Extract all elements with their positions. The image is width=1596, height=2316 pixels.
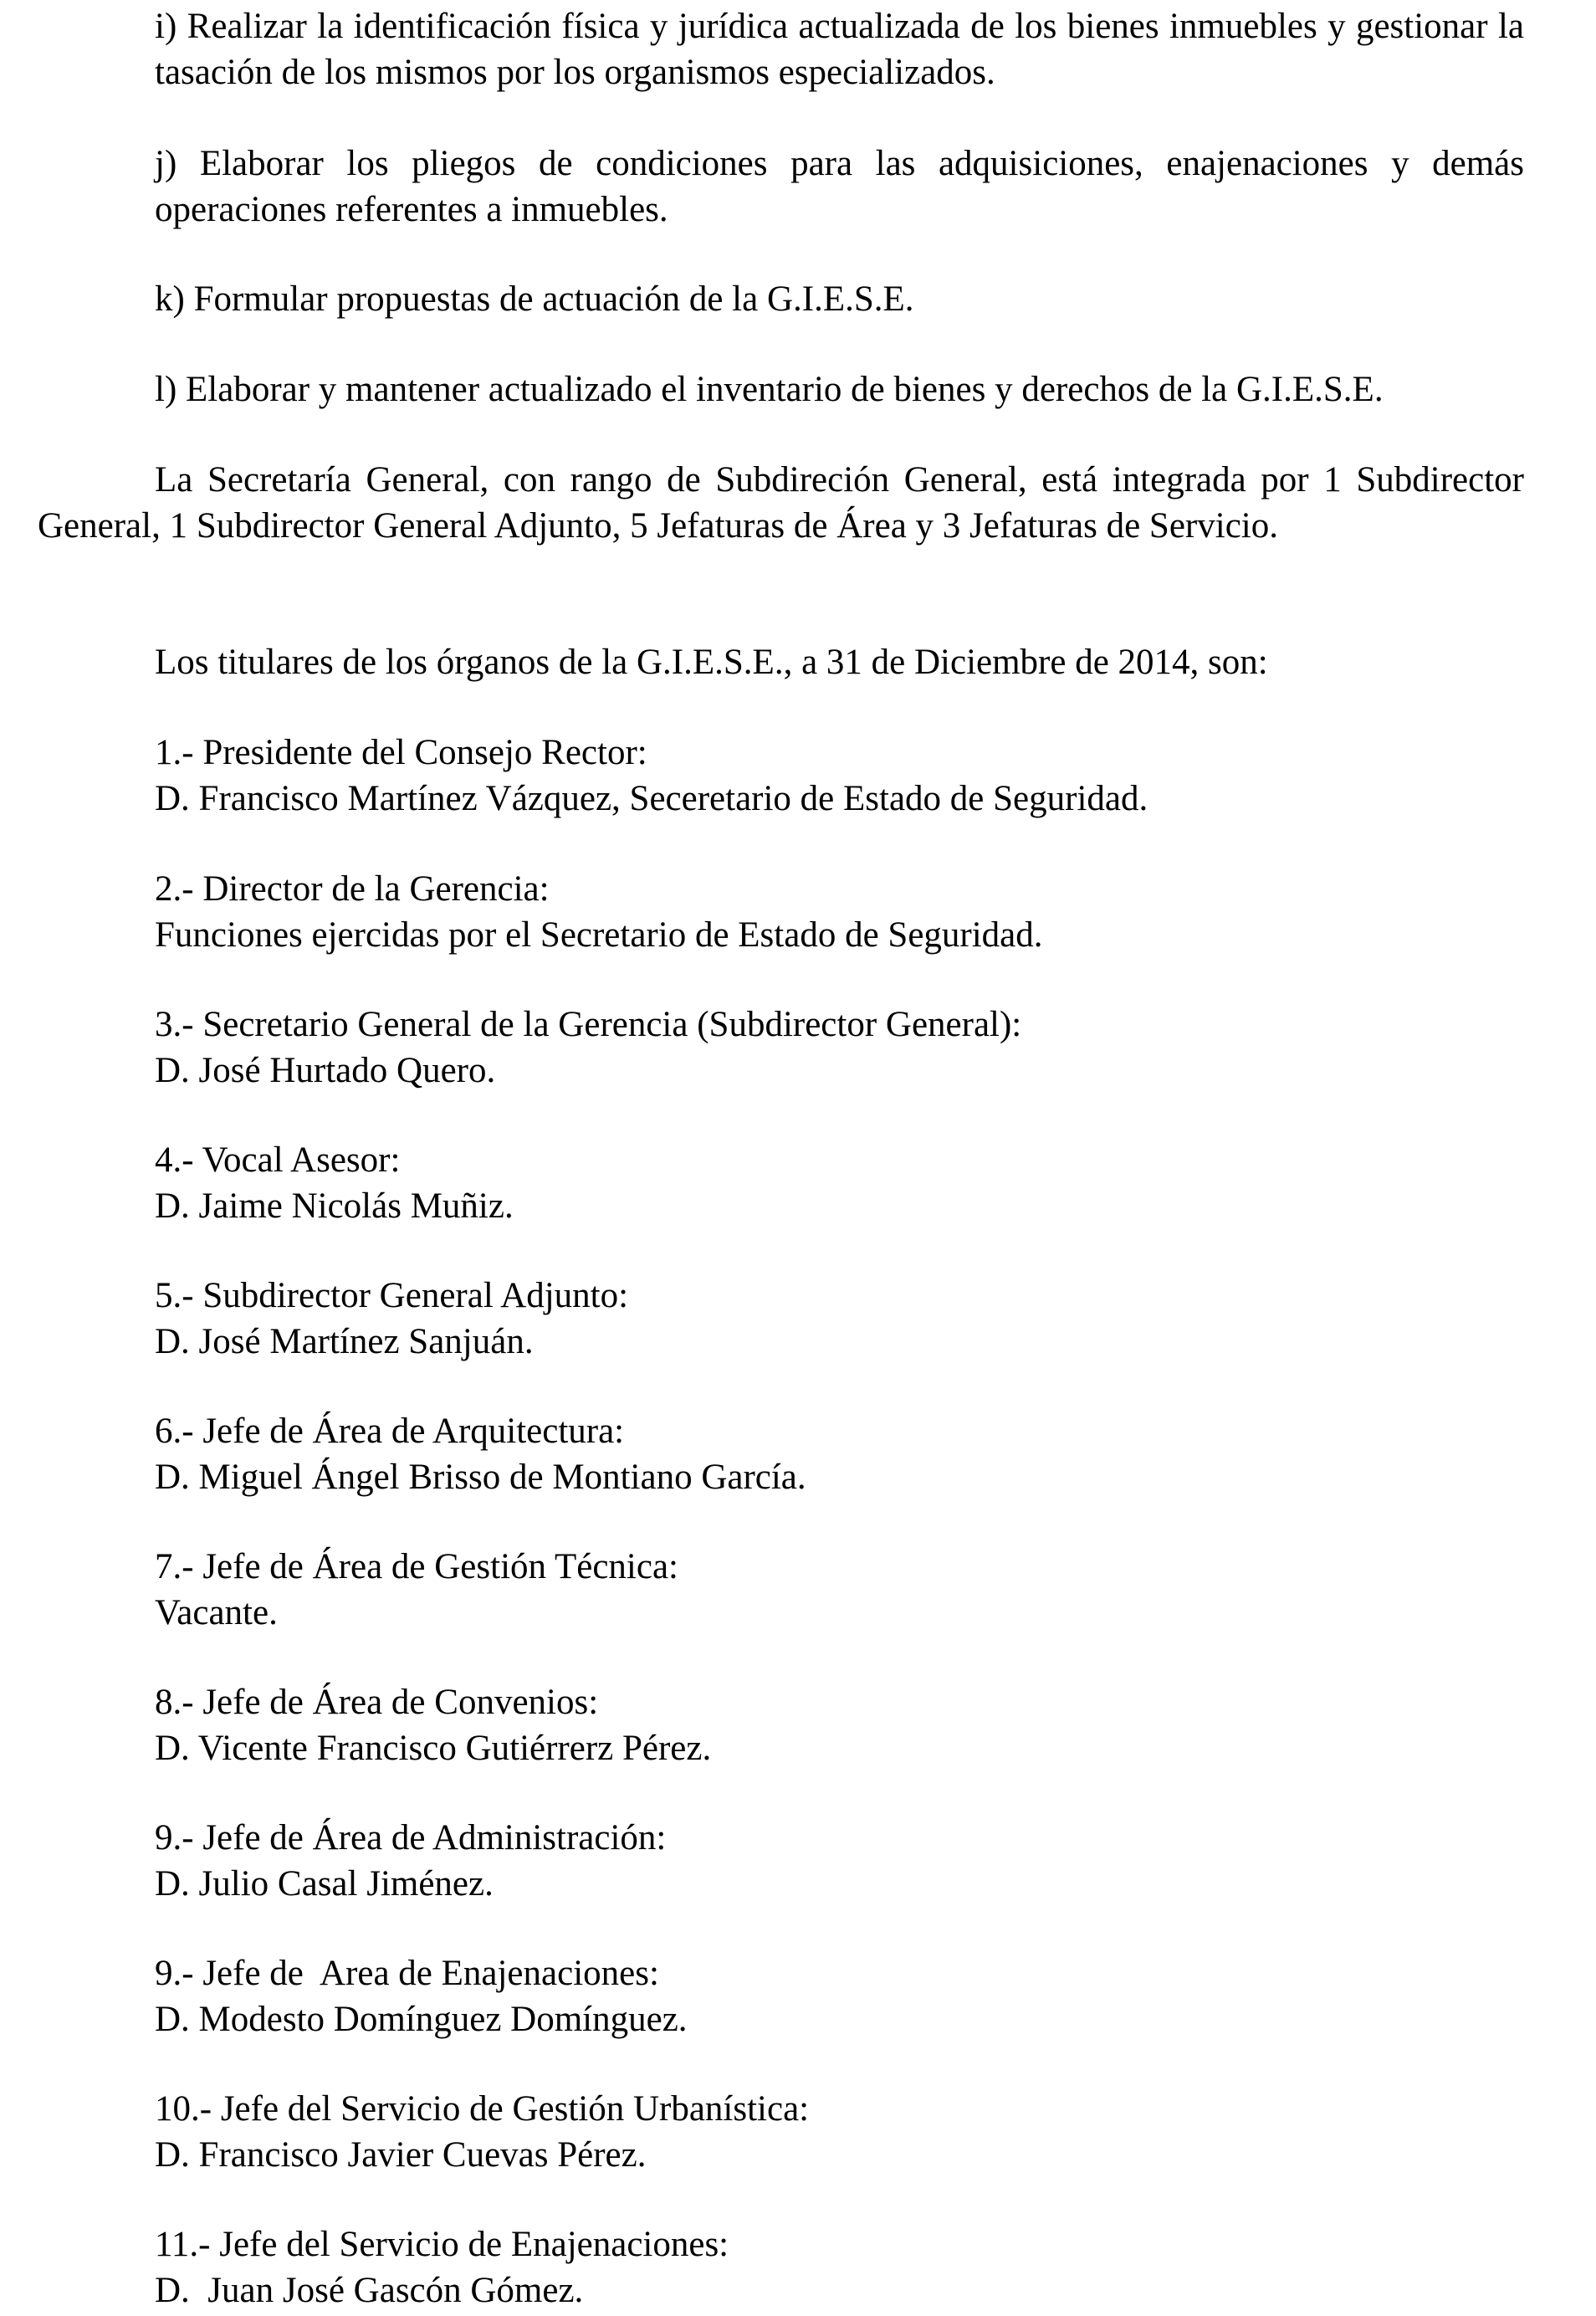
- entry-4: [155, 1137, 514, 1229]
- entry-title: 6.- Jefe de Área de Arquitectura:: [155, 1412, 625, 1451]
- entry-title: 5.- Subdirector General Adjunto:: [155, 1276, 629, 1315]
- entry-name: D. José Martínez Sanjuán.: [155, 1322, 534, 1361]
- entry-7: [155, 1544, 678, 1636]
- entry-name: D. José Hurtado Quero.: [155, 1051, 496, 1090]
- entry-9b: [155, 1950, 688, 2042]
- entry-title: 10.- Jefe del Servicio de Gestión Urbanística:: [155, 2089, 810, 2129]
- entry-title: 3.- Secretario General de la Gerencia (Subdirector General):: [155, 1005, 1022, 1044]
- entry-title: 1.- Presidente del Consejo Rector:: [155, 733, 647, 772]
- item-j-paragraph: j) Elaborar los pliegos de condiciones para las adquisiciones, enajenaciones y demás operaciones referentes a inmuebles.: [155, 144, 1524, 229]
- entry-name: D. Modesto Domínguez Domínguez.: [155, 2000, 688, 2039]
- entry-3: [155, 1002, 1021, 1094]
- titulares-intro: Los titulares de los órganos de la G.I.E.S.E., a 31 de Diciembre de 2014, son:: [155, 643, 1268, 682]
- entry-1: [155, 730, 1148, 822]
- entry-name: Vacante.: [155, 1593, 278, 1632]
- item-i-paragraph: i) Realizar la identificación física y jurídica actualizada de los bienes inmuebles y gestionar la tasación de los mismos por los organismos especializados.: [155, 7, 1524, 92]
- entry-10: [155, 2086, 809, 2178]
- entry-name: Funciones ejercidas por el Secretario de Estado de Seguridad.: [155, 915, 1043, 955]
- entry-8: [155, 1679, 711, 1771]
- entry-title: 8.- Jefe de Área de Convenios:: [155, 1683, 599, 1722]
- entry-title: 11.- Jefe del Servicio de Enajenaciones:: [155, 2225, 729, 2264]
- entry-title: 2.- Director de la Gerencia:: [155, 869, 550, 909]
- entry-5: [155, 1273, 628, 1365]
- entry-name: D. Vicente Francisco Gutiérrerz Pérez.: [155, 1729, 712, 1768]
- entry-name: D. Francisco Martínez Vázquez, Seceretario de Estado de Seguridad.: [155, 779, 1148, 818]
- entry-11: [155, 2221, 729, 2313]
- entry-name: D. Jaime Nicolás Muñiz.: [155, 1186, 514, 1226]
- entry-name: D. Miguel Ángel Brisso de Montiano García.: [155, 1458, 806, 1497]
- entry-2: [155, 866, 1043, 958]
- entry-9: [155, 1815, 666, 1907]
- entry-title: 9.- Jefe de Area de Enajenaciones:: [155, 1954, 659, 1993]
- entry-name: D. Francisco Javier Cuevas Pérez.: [155, 2135, 647, 2175]
- entry-title: 4.- Vocal Asesor:: [155, 1140, 401, 1180]
- item-l-paragraph: l) Elaborar y mantener actualizado el inventario de bienes y derechos de la G.I.E.S.E.: [155, 370, 1384, 409]
- entry-title: 9.- Jefe de Área de Administración:: [155, 1818, 667, 1857]
- secretaria-paragraph: La Secretaría General, con rango de Subdireción General, está integrada por 1 Subdirector General, 1 Subdirector General Adjunto, 5 Jefaturas de Área y 3 Jefaturas de Servicio.: [38, 460, 1524, 546]
- entry-name: D. Juan José Gascón Gómez.: [155, 2271, 584, 2310]
- entry-name: D. Julio Casal Jiménez.: [155, 1864, 494, 1904]
- entry-6: [155, 1408, 806, 1500]
- entry-title: 7.- Jefe de Área de Gestión Técnica:: [155, 1547, 678, 1586]
- item-k-paragraph: k) Formular propuestas de actuación de la G.I.E.S.E.: [155, 279, 914, 319]
